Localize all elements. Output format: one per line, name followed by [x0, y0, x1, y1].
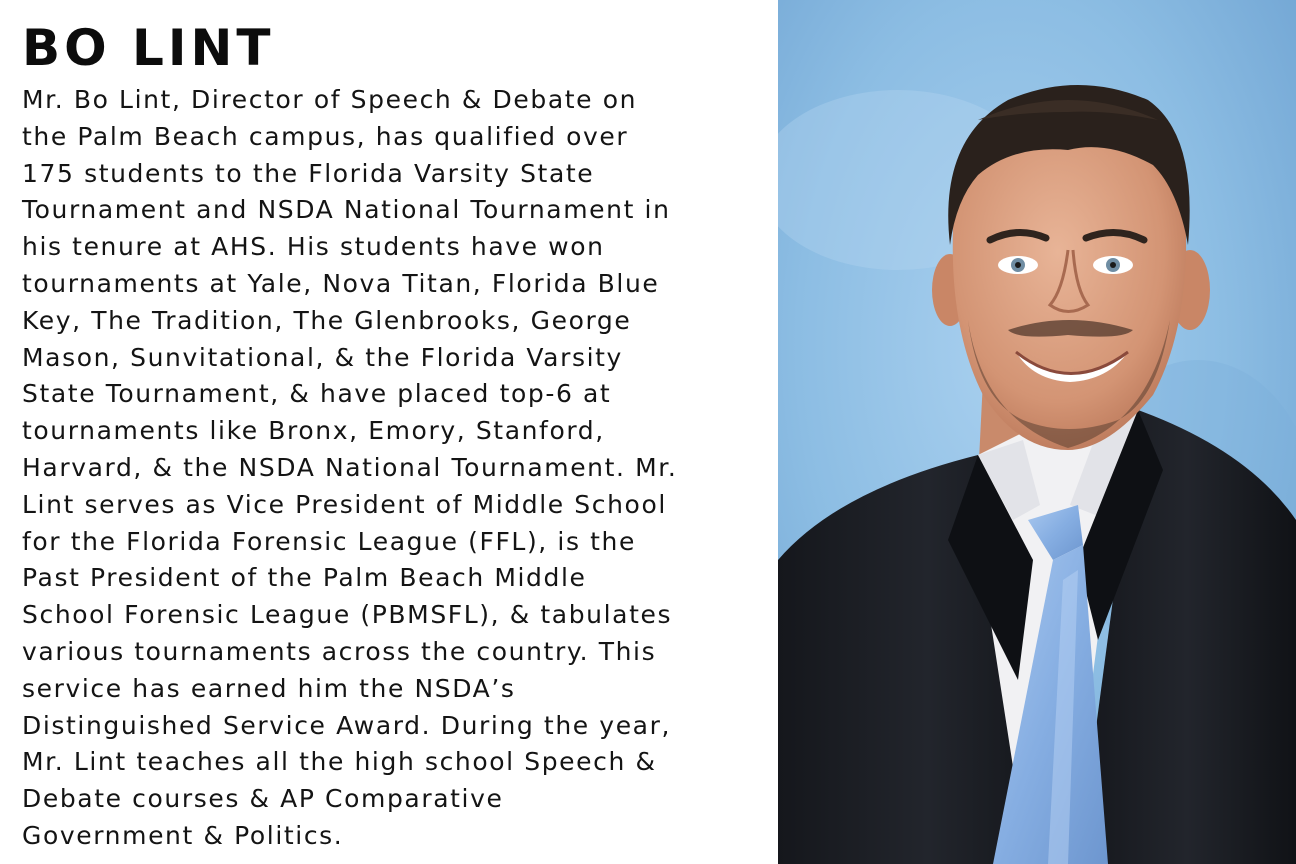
portrait-illustration	[778, 0, 1296, 864]
bio-line: Lint serves as Vice President of Middle School	[22, 489, 667, 519]
profile-name: BO LINT	[22, 19, 275, 77]
bio-line: Debate courses & AP Comparative	[22, 784, 504, 814]
bio-line: Mr. Lint teaches all the high school Speech &	[22, 747, 657, 777]
bio-line: Tournament and NSDA National Tournament in	[22, 195, 671, 225]
bio-line: Mr. Bo Lint, Director of Speech & Debate on	[22, 85, 638, 114]
bio-line: various tournaments across the country. This	[22, 636, 657, 666]
bio-line: Distinguished Service Award. During the year,	[22, 710, 672, 740]
bio-line: School Forensic League (PBMSFL), & tabulates	[22, 600, 673, 630]
bio-line: Mason, Sunvitational, & the Florida Varsity	[22, 342, 623, 372]
bio-line: the Palm Beach campus, has qualified over	[22, 121, 629, 151]
bio-line: Key, The Tradition, The Glenbrooks, George	[22, 305, 632, 335]
bio-line: Harvard, & the NSDA National Tournament. Mr.	[22, 452, 678, 482]
bio-line: tournaments at Yale, Nova Titan, Florida Blue	[22, 268, 660, 298]
portrait-photo	[778, 0, 1296, 864]
bio-paragraph	[22, 82, 762, 855]
bio-line: service has earned him the NSDA’s	[22, 673, 516, 703]
bio-line: his tenure at AHS. His students have won	[22, 232, 605, 262]
bio-line: tournaments like Bronx, Emory, Stanford,	[22, 416, 605, 446]
bio-line: for the Florida Forensic League (FFL), is the	[22, 526, 636, 556]
bio-line: State Tournament, & have placed top-6 at	[22, 379, 612, 409]
bio-line: 175 students to the Florida Varsity State	[22, 158, 595, 188]
bio-line: Government & Politics.	[22, 820, 344, 850]
bio-line: Past President of the Palm Beach Middle	[22, 563, 587, 593]
